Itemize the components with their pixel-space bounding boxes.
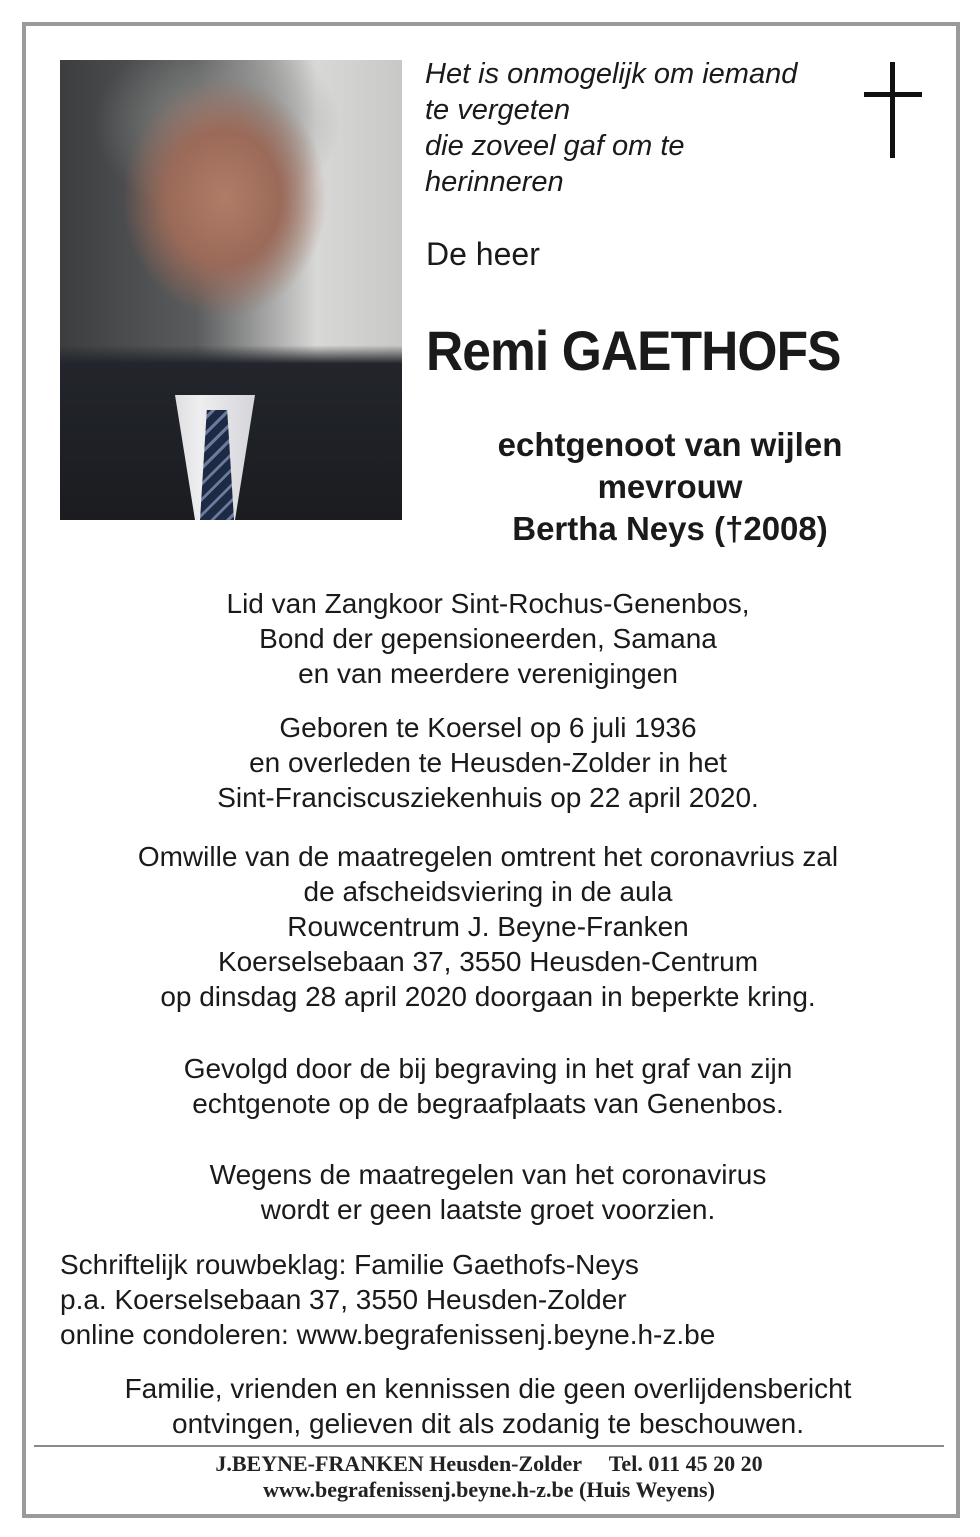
honorific: De heer bbox=[426, 236, 540, 272]
spouse-line: echtgenoot van wijlen bbox=[497, 426, 843, 463]
quote-line: Het is onmogelijk om iemand bbox=[425, 58, 798, 90]
ceremony-line: op dinsdag 28 april 2020 doorgaan in beperkte kring. bbox=[160, 981, 816, 1012]
condolences-line: p.a. Koerselsebaan 37, 3550 Heusden-Zolder bbox=[60, 1284, 627, 1315]
no-greeting-block bbox=[60, 1157, 916, 1227]
undertaker-name: J.BEYNE-FRANKEN Heusden-Zolder bbox=[215, 1451, 582, 1476]
notice-line: ontvingen, gelieven dit als zodanig te beschouwen. bbox=[172, 1408, 804, 1439]
notice-block bbox=[60, 1371, 916, 1441]
birth-death-block bbox=[60, 710, 916, 815]
notice-line: Familie, vrienden en kennissen die geen overlijdensbericht bbox=[124, 1373, 852, 1404]
undertaker-website: www.begrafenissenj.beyne.h-z.be (Huis Weyens) bbox=[263, 1477, 715, 1502]
spouse-line: mevrouw bbox=[597, 468, 743, 505]
quote-line: te vergeten bbox=[425, 94, 571, 126]
memberships-line: Bond der gepensioneerden, Samana bbox=[259, 623, 717, 654]
undertaker-line bbox=[34, 1451, 944, 1477]
spouse-info bbox=[470, 424, 870, 550]
no-greeting-line: Wegens de maatregelen van het coronavirus bbox=[209, 1159, 767, 1190]
memberships-line: en van meerdere verenigingen bbox=[298, 658, 678, 689]
burial-block bbox=[60, 1051, 916, 1121]
portrait-photo bbox=[60, 60, 402, 520]
burial-line: echtgenote op de begraafplaats van Genenbos. bbox=[192, 1088, 784, 1119]
condolences-block bbox=[60, 1247, 715, 1352]
ceremony-line: Omwille van de maatregelen omtrent het coronavrius zal bbox=[137, 841, 839, 872]
birth-death-line: en overleden te Heusden-Zolder in het bbox=[249, 747, 727, 778]
spouse-line: Bertha Neys (†2008) bbox=[512, 510, 828, 547]
condolences-line: online condoleren: www.begrafenissenj.beyne.h-z.be bbox=[60, 1319, 716, 1350]
ceremony-line: Koerselsebaan 37, 3550 Heusden-Centrum bbox=[217, 946, 759, 977]
undertaker-phone: Tel. 011 45 20 20 bbox=[608, 1451, 763, 1476]
quote-line: herinneren bbox=[425, 166, 564, 198]
ceremony-line: Rouwcentrum J. Beyne-Franken bbox=[287, 911, 689, 942]
birth-death-line: Geboren te Koersel op 6 juli 1936 bbox=[279, 712, 697, 743]
burial-line: Gevolgd door de bij begraving in het graf van zijn bbox=[183, 1053, 793, 1084]
condolences-line: Schriftelijk rouwbeklag: Familie Gaethofs-Neys bbox=[60, 1249, 639, 1280]
cross-icon bbox=[864, 62, 922, 158]
deceased-name: Remi GAETHOFS bbox=[426, 319, 841, 382]
no-greeting-line: wordt er geen laatste groet voorzien. bbox=[260, 1194, 716, 1225]
ceremony-block bbox=[60, 839, 916, 1014]
footer-divider bbox=[34, 1445, 944, 1447]
memberships-block bbox=[60, 586, 916, 691]
quote-line: die zoveel gaf om te bbox=[425, 130, 685, 162]
memorial-quote bbox=[425, 56, 845, 200]
birth-death-line: Sint-Franciscusziekenhuis op 22 april 2020. bbox=[217, 782, 759, 813]
ceremony-line: de afscheidsviering in de aula bbox=[303, 876, 673, 907]
memberships-line: Lid van Zangkoor Sint-Rochus-Genenbos, bbox=[226, 588, 750, 619]
